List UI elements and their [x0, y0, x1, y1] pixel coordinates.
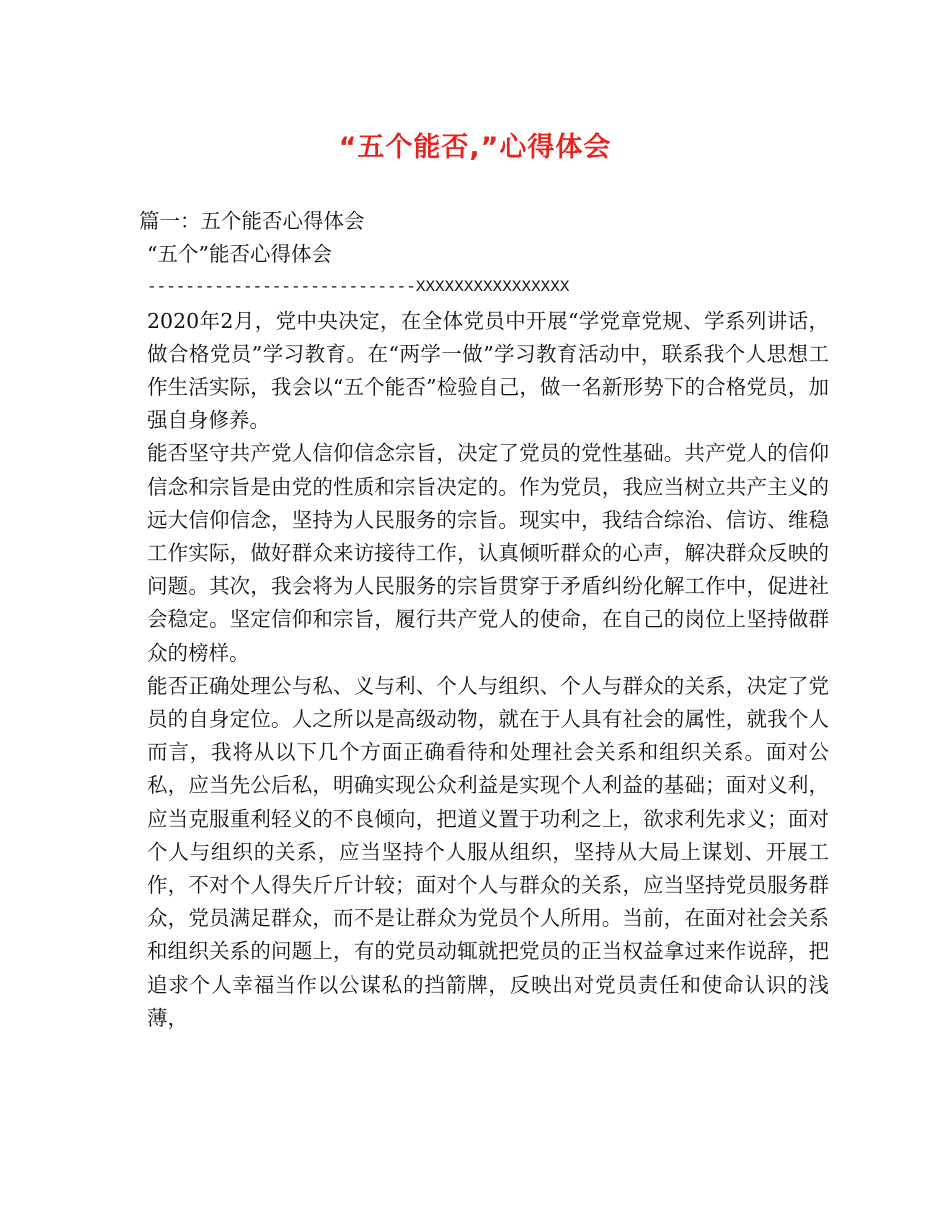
separator-line: ----------------------------XXXXXXXXXXXXXXXX	[147, 278, 570, 297]
document-body	[139, 205, 829, 1035]
document-title: “五个能否,”心得体会	[338, 132, 612, 163]
paragraph-2: 能否坚守共产党人信仰信念宗旨，决定了党员的党性基础。共产党人的信仰信念和宗旨是由党的性质和宗旨决定的。作为党员，我应当树立共产主义的远大信仰信念，坚持为人民服务的宗旨。现实中，我结合综治、信访、维稳工作实际，做好群众来访接待工作，认真倾听群众的心声，解决群众反映的问题。其次，我会将为人民服务的宗旨贯穿于矛盾纠纷化解工作中，促进社会稳定。坚定信仰和宗旨，履行共产党人的使命，在自己的岗位上坚持做群众的榜样。	[147, 441, 829, 665]
section-heading: 篇一：五个能否心得体会	[139, 209, 365, 233]
paragraph-3: 能否正确处理公与私、义与利、个人与组织、个人与群众的关系，决定了党员的自身定位。人之所以是高级动物，就在于人具有社会的属性，就我个人而言，我将从以下几个方面正确看待和处理社会关系和组织关系。面对公私，应当先公后私，明确实现公众利益是实现个人利益的基础；面对义利，应当克服重利轻义的不良倾向，把道义置于功利之上，欲求利先求义；面对个人与组织的关系，应当坚持个人服从组织，坚持从大局上谋划、开展工作，不对个人得失斤斤计较；面对个人与群众的关系，应当坚持党员服务群众，党员满足群众，而不是让群众为党员个人所用。当前，在面对社会关系和组织关系的问题上，有的党员动辄就把党员的正当权益拿过来作说辞，把追求个人幸福当作以公谋私的挡箭牌，反映出对党员责任和使命认识的浅薄，	[147, 673, 829, 1030]
paragraph-1: 2020年2月，党中央决定，在全体党员中开展“学党章党规、学系列讲话，做合格党员”学习教育。在“两学一做”学习教育活动中，联系我个人思想工作生活实际，我会以“五个能否”检验自己，做一名新形势下的合格党员，加强自身修养。	[147, 308, 829, 433]
subsection-heading: “五个”能否心得体会	[147, 242, 332, 267]
